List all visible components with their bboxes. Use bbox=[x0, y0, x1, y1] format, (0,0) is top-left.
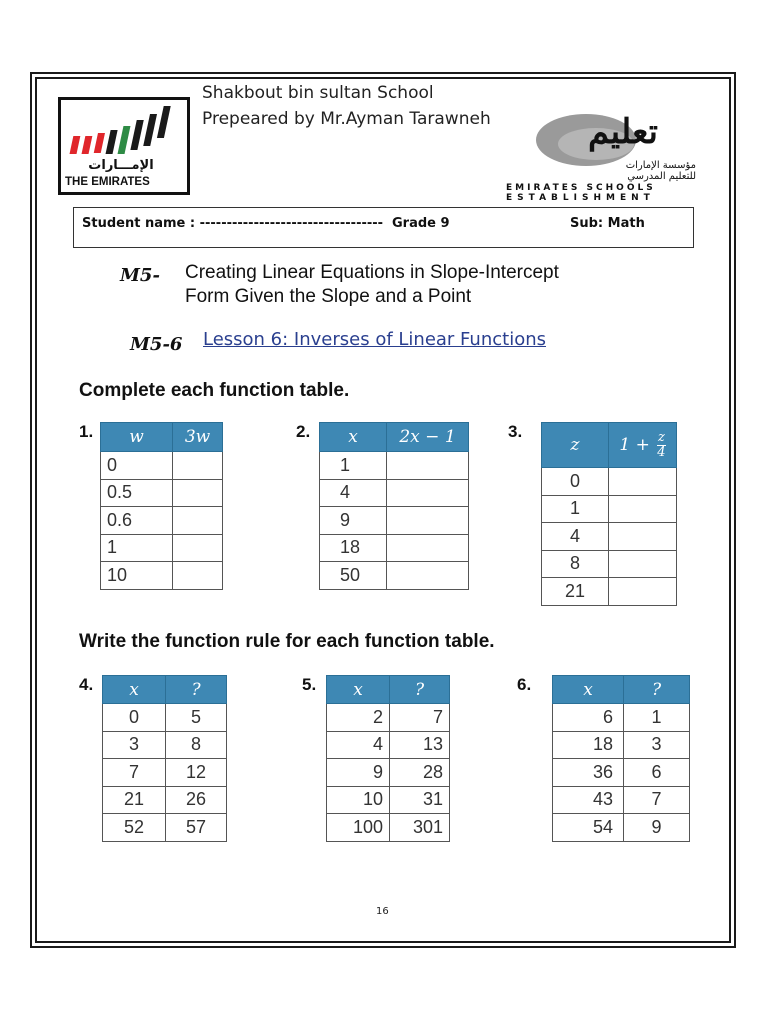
answer-cell[interactable] bbox=[173, 452, 223, 480]
grade-label: Grade 9 bbox=[392, 216, 450, 231]
name-label-text: Student name : bbox=[82, 216, 196, 231]
answer-cell[interactable] bbox=[387, 507, 469, 535]
table-cell: 0 bbox=[542, 468, 609, 496]
table3-header-one-plus: 1 + bbox=[619, 434, 650, 455]
table-cell: 4 bbox=[542, 523, 609, 551]
answer-cell[interactable] bbox=[609, 495, 677, 523]
table-cell: 13 bbox=[390, 731, 450, 759]
table3-header-input: z bbox=[542, 423, 609, 468]
table-cell: 9 bbox=[624, 814, 690, 842]
table-cell: 2 bbox=[327, 704, 390, 732]
answer-cell[interactable] bbox=[609, 550, 677, 578]
function-table-3 bbox=[541, 422, 677, 606]
answer-cell[interactable] bbox=[387, 534, 469, 562]
table-cell: 1 bbox=[542, 495, 609, 523]
section1-instruction: Complete each function table. bbox=[79, 380, 350, 401]
table5-header-input: x bbox=[327, 676, 390, 704]
student-info-box bbox=[73, 207, 694, 248]
table-cell: 18 bbox=[553, 731, 624, 759]
the-emirates-logo bbox=[58, 97, 190, 195]
table-cell: 0.5 bbox=[101, 479, 173, 507]
logo-right-arabic-script: تعليم bbox=[587, 112, 658, 152]
problem-2-number: 2. bbox=[296, 422, 311, 441]
answer-cell[interactable] bbox=[173, 534, 223, 562]
table6-header-input: x bbox=[553, 676, 624, 704]
fraction-numerator: z bbox=[658, 429, 665, 445]
answer-cell[interactable] bbox=[609, 523, 677, 551]
table-cell: 9 bbox=[320, 507, 387, 535]
logo-right-arabic-line1: مؤسسة الإمارات bbox=[625, 160, 696, 171]
logo-right-english-line2: ESTABLISHMENT bbox=[506, 193, 655, 203]
table5-header-output: ? bbox=[390, 676, 450, 704]
table1-header-input: w bbox=[101, 423, 173, 452]
module-m5-title-line2: Form Given the Slope and a Point bbox=[185, 286, 472, 307]
answer-cell[interactable] bbox=[173, 562, 223, 590]
student-name-label bbox=[82, 216, 383, 231]
table-cell: 1 bbox=[101, 534, 173, 562]
table-cell: 10 bbox=[101, 562, 173, 590]
table-cell: 1 bbox=[624, 704, 690, 732]
table-cell: 36 bbox=[553, 759, 624, 787]
function-table-2 bbox=[319, 422, 469, 590]
table6-header-output: ? bbox=[624, 676, 690, 704]
problem-6-number: 6. bbox=[517, 675, 532, 694]
lesson-6-link[interactable]: Lesson 6: Inverses of Linear Functions bbox=[203, 329, 546, 350]
emirates-schools-establishment-logo bbox=[500, 110, 700, 205]
answer-cell[interactable] bbox=[609, 468, 677, 496]
answer-cell[interactable] bbox=[609, 578, 677, 606]
table-cell: 21 bbox=[103, 786, 166, 814]
table-cell: 4 bbox=[327, 731, 390, 759]
table-cell: 1 bbox=[320, 452, 387, 480]
page-number: 16 bbox=[376, 906, 389, 917]
answer-cell[interactable] bbox=[387, 562, 469, 590]
fraction-denominator: 4 bbox=[657, 444, 666, 460]
name-blank-line[interactable]: ---------------------------------- bbox=[199, 216, 384, 231]
table-cell: 21 bbox=[542, 578, 609, 606]
table-cell: 5 bbox=[166, 704, 227, 732]
module-m5-title-line1: Creating Linear Equations in Slope-Intercept bbox=[185, 262, 559, 283]
table-cell: 7 bbox=[103, 759, 166, 787]
table-cell: 26 bbox=[166, 786, 227, 814]
table-cell: 12 bbox=[166, 759, 227, 787]
answer-cell[interactable] bbox=[387, 452, 469, 480]
problem-3-number: 3. bbox=[508, 422, 523, 441]
logo-right-arabic-line2: للتعليم المدرسي bbox=[627, 171, 696, 182]
table1-header-output: 3w bbox=[173, 423, 223, 452]
logo-left-english: THE EMIRATES bbox=[65, 176, 150, 188]
function-table-6 bbox=[552, 675, 690, 842]
table-cell: 8 bbox=[166, 731, 227, 759]
table-cell: 0.6 bbox=[101, 507, 173, 535]
table4-header-input: x bbox=[103, 676, 166, 704]
table-cell: 50 bbox=[320, 562, 387, 590]
table4-header-output: ? bbox=[166, 676, 227, 704]
answer-cell[interactable] bbox=[173, 479, 223, 507]
function-table-4 bbox=[102, 675, 227, 842]
table-cell: 43 bbox=[553, 786, 624, 814]
table-cell: 8 bbox=[542, 550, 609, 578]
table-cell: 6 bbox=[553, 704, 624, 732]
table-cell: 18 bbox=[320, 534, 387, 562]
module-m5-label: M5- bbox=[120, 265, 160, 286]
prepared-by: Prepeared by Mr.Ayman Tarawneh bbox=[202, 109, 491, 129]
table-cell: 7 bbox=[624, 786, 690, 814]
function-table-5 bbox=[326, 675, 450, 842]
section2-instruction: Write the function rule for each function table. bbox=[79, 631, 495, 652]
table-cell: 0 bbox=[101, 452, 173, 480]
answer-cell[interactable] bbox=[387, 479, 469, 507]
problem-5-number: 5. bbox=[302, 675, 317, 694]
table-cell: 100 bbox=[327, 814, 390, 842]
problem-4-number: 4. bbox=[79, 675, 94, 694]
table-cell: 9 bbox=[327, 759, 390, 787]
table-cell: 54 bbox=[553, 814, 624, 842]
logo-right-english-line1: EMIRATES SCHOOLS bbox=[506, 183, 656, 193]
logo-left-arabic: الإمـــارات bbox=[88, 158, 154, 173]
answer-cell[interactable] bbox=[173, 507, 223, 535]
school-name: Shakbout bin sultan School bbox=[202, 83, 434, 103]
table-cell: 0 bbox=[103, 704, 166, 732]
table-cell: 57 bbox=[166, 814, 227, 842]
table2-header-input: x bbox=[320, 423, 387, 452]
function-table-1 bbox=[100, 422, 223, 590]
table-cell: 3 bbox=[103, 731, 166, 759]
table-cell: 4 bbox=[320, 479, 387, 507]
table-cell: 3 bbox=[624, 731, 690, 759]
problem-1-number: 1. bbox=[79, 422, 94, 441]
table2-header-output: 2x − 1 bbox=[387, 423, 469, 452]
table-cell: 10 bbox=[327, 786, 390, 814]
table-cell: 52 bbox=[103, 814, 166, 842]
table3-header-output bbox=[609, 423, 677, 468]
module-m56-label: M5-6 bbox=[130, 334, 183, 355]
fraction-z-over-4 bbox=[657, 431, 665, 460]
table-cell: 28 bbox=[390, 759, 450, 787]
table-cell: 6 bbox=[624, 759, 690, 787]
table-cell: 31 bbox=[390, 786, 450, 814]
table-cell: 301 bbox=[390, 814, 450, 842]
subject-label: Sub: Math bbox=[570, 216, 645, 231]
table-cell: 7 bbox=[390, 704, 450, 732]
